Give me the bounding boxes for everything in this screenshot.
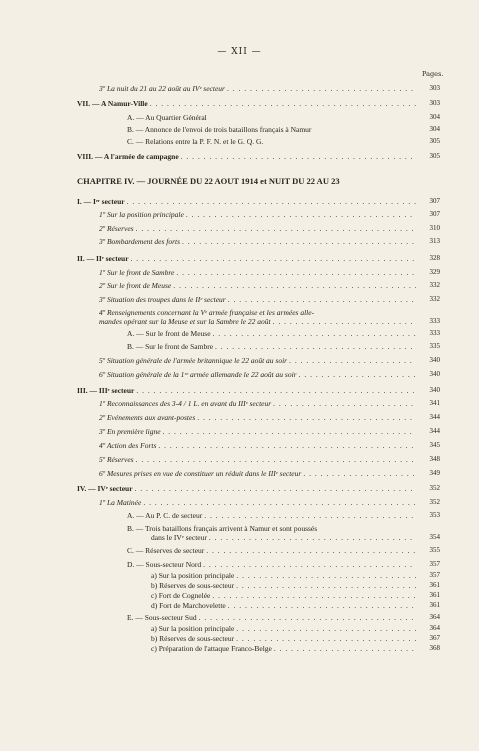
toc-entry [99,425,440,438]
toc-entry-page: 357 [429,560,440,568]
toc-entry-title: 6º Mesures prises en vue de constituer un réduit dans le IIIᵉ secteur [99,469,302,478]
toc-entry [99,467,440,480]
toc-entry [127,544,440,557]
toc-entry-title: C. — Réserves de secteur [127,546,205,555]
toc-entry-page: 364 [429,624,440,632]
toc-entry-page: 329 [429,268,440,276]
toc-entry [99,496,440,509]
toc-entry-title-wrap [99,293,416,306]
toc-entry-title: b) Réserves de sous-secteur [151,581,235,590]
toc-entry-page: 353 [429,511,440,519]
toc-entry-title: B. — Trois bataillons français arrivent à Namur et sont poussés [127,524,318,533]
toc-entry [127,327,440,340]
toc-entry-title: c) Fort de Cognelée [151,591,211,600]
toc-entry-page: 310 [429,224,440,232]
toc-entry-title: II. — IIᵉ secteur [77,254,129,263]
toc-entry-page: 304 [429,125,440,133]
toc-entry-title-wrap [99,82,416,95]
toc-entry-title: 4º Action des Forts [99,441,157,450]
toc-entry [99,82,440,95]
toc-entry [151,642,440,655]
toc-entry-page: 361 [429,601,440,609]
toc-entry-title: D. — Sous-secteur Nord [127,560,202,569]
toc-entry-page: 349 [429,469,440,477]
toc-entry-title-wrap [99,467,416,480]
toc-entry [99,368,440,381]
toc-entry-page: 305 [429,152,440,160]
toc-entry-page: 333 [429,329,440,337]
toc-entry-title-wrap [77,384,416,397]
toc-entry [127,340,440,353]
toc-entry-page: 344 [429,427,440,435]
toc-entry [99,208,440,221]
toc-entry-title: A. — Sur le front de Meuse [127,329,211,338]
toc-entry-page: 341 [429,399,440,407]
toc-entry-page: 328 [429,254,440,262]
toc-entry-title: 6º Situation générale de la 1ʳᵉ armée allemande le 22 août au soir [99,370,297,379]
toc-entry-title: 4º Renseignements concernant la Vᵉ armée française et les armées alle- [99,308,315,317]
toc-entry-title-wrap [99,368,416,381]
toc-entry [99,397,440,410]
toc-entry-title-wrap [127,135,416,148]
toc-entry [99,293,440,306]
toc-entry-title-wrap [127,340,416,353]
toc-entry-title-wrap [99,425,416,438]
toc-entry-title-wrap [99,439,416,452]
toc-entry-title: dans le IVᵉ secteur [151,533,207,542]
toc-entry-title: 5º Situation générale de l'armée britannique le 22 août au soir [99,356,288,365]
toc-entry-title-wrap [99,496,416,509]
toc-entry-page: 305 [429,137,440,145]
toc-entry-page: 354 [429,533,440,541]
toc-entry-title: 3º Situation des troupes dans le IIᵉ secteur [99,295,226,304]
toc-entry-title: 5º Réserves [99,455,134,464]
toc-entry-title-wrap [99,222,416,235]
toc-entry [99,222,440,235]
toc-entry-title: c) Préparation de l'attaque Franco-Belge [151,644,272,653]
toc-entry-page: 340 [429,370,440,378]
chapter-title: CHAPITRE IV. — JOURNÉE DU 22 AOUT 1914 et NUIT DU 22 AU 23 [77,176,340,186]
toc-entry-title: 2º Sur le front de Meuse [99,281,172,290]
toc-entry-page: 345 [429,441,440,449]
toc-entry [77,150,440,163]
toc-entry [77,482,440,495]
toc-entry [77,252,440,265]
toc-entry-title: A. — Au P. C. de secteur [127,511,203,520]
toc-entry [151,531,440,544]
toc-entry-title-wrap [77,150,416,163]
toc-entry-title-wrap [151,642,416,655]
toc-entry-title-wrap [77,482,416,495]
toc-entry-title: III. — IIIᵉ secteur [77,386,135,395]
toc-entry-title: a) Sur la position principale [151,624,235,633]
toc-entry-page: 307 [429,197,440,205]
toc-entry-page: 344 [429,413,440,421]
toc-entry-title: B. — Annonce de l'envoi de trois bataillons français à Namur [127,125,312,134]
toc-entry-page: 352 [429,484,440,492]
pages-column-label: Pages. [422,70,444,78]
toc-entry [99,453,440,466]
toc-entry-page: 367 [429,634,440,642]
toc-entry [99,235,440,248]
toc-entry-title-wrap [99,411,416,424]
toc-entry-title: 2º Réserves [99,224,134,233]
toc-entry-page: 303 [429,99,440,107]
toc-entry-title-wrap [127,509,416,522]
toc-entry [99,411,440,424]
toc-entry [77,97,440,110]
toc-entry-page: 333 [429,317,440,325]
toc-entry-page: 368 [429,644,440,652]
toc-entry-title: C. — Relations entre la P. F. N. et le G. Q. G. [127,137,264,146]
toc-entry-title-wrap [77,252,416,265]
toc-entry-page: 361 [429,581,440,589]
toc-entry-title: 1º Reconnaissances des 3-4 / 1 L. en avant du IIIᵉ secteur [99,399,272,408]
toc-entry [127,509,440,522]
toc-entry-page: 304 [429,113,440,121]
toc-entry-title: 1º Sur le front de Sambre [99,268,175,277]
toc-entry [99,266,440,279]
toc-entry-title-wrap [77,195,416,208]
toc-entry-title: 3º Bombardement des forts [99,237,180,246]
toc-entry-title-wrap [99,266,416,279]
toc-entry-title-wrap [99,354,416,367]
toc-entry-page: 307 [429,210,440,218]
toc-entry-title-wrap [99,279,416,292]
toc-entry-title: 1º La Matinée [99,498,142,507]
toc-entry-title-wrap [77,97,416,110]
toc-entry [99,354,440,367]
toc-entry-page: 361 [429,591,440,599]
toc-entry-title: 2º Evénements aux avant-postes [99,413,196,422]
toc-entry-title: I. — Iᵉʳ secteur [77,197,125,206]
toc-entry-title-wrap [151,531,416,544]
toc-entry-title: B. — Sur le front de Sambre [127,342,214,351]
toc-entry-title-wrap [99,397,416,410]
toc-entry-title: 3º En première ligne [99,427,161,436]
toc-entry-title: A. — Au Quartier Général [127,113,207,122]
toc-entry-title: d) Fort de Marchovelette [151,601,226,610]
toc-entry-page: 313 [429,237,440,245]
toc-entry-page: 357 [429,571,440,579]
toc-entry-title: IV. — IVᵉ secteur [77,484,133,493]
toc-entry-title: VIII. — A l'armée de campagne [77,152,179,161]
toc-entry-page: 355 [429,546,440,554]
toc-entry-page: 335 [429,342,440,350]
toc-entry-page: 348 [429,455,440,463]
toc-entry-page: 303 [429,84,440,92]
toc-entry [77,195,440,208]
toc-entry-page: 352 [429,498,440,506]
toc-entry [99,279,440,292]
toc-entry-page: 332 [429,281,440,289]
toc-entry [127,135,440,148]
toc-entry-page: 340 [429,386,440,394]
toc-entry-title: 1º Sur la position principale [99,210,184,219]
toc-entry-title: a) Sur la position principale [151,571,235,580]
toc-entry-title-wrap [99,235,416,248]
toc-entry-title: b) Réserves de sous-secteur [151,634,235,643]
toc-entry-title-wrap [127,544,416,557]
toc-entry-title-wrap [127,327,416,340]
toc-entry-title: 3º La nuit du 21 au 22 août au IVᵉ secteur [99,84,225,93]
toc-entry-page: 332 [429,295,440,303]
toc-entry-page: 364 [429,613,440,621]
toc-entry [77,384,440,397]
toc-entry-title-wrap [99,453,416,466]
toc-entry-title-wrap [99,208,416,221]
page-header: — XII — [217,47,262,57]
toc-entry [99,439,440,452]
toc-entry-title: VII. — A Namur-Ville [77,99,148,108]
toc-entry-title: E. — Sous-secteur Sud [127,613,197,622]
toc-entry-title: mandes opérant sur la Meuse et sur la Sambre le 22 août [99,317,271,326]
toc-entry-page: 340 [429,356,440,364]
